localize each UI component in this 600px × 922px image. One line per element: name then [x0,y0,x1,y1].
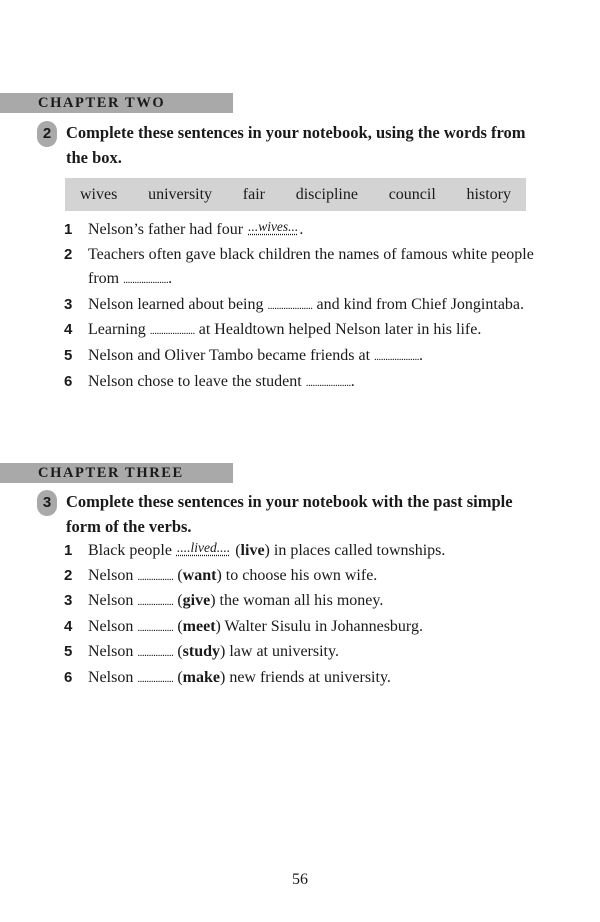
item-text: Nelson [88,592,138,610]
verb: make [182,668,220,686]
verb: meet [182,617,216,635]
list-item: 4 Nelson ................ (meet) Walter Sisulu in Johannesburg. [64,615,554,641]
item-text: Nelson learned about being [88,295,268,313]
item-text: Nelson’s father had four [88,221,248,238]
answer-blank: ...wives... [248,219,299,234]
answer-blank: .................... [267,299,313,312]
item-text: Nelson and Oliver Tambo became friends at [88,346,375,364]
item-number: 6 [64,668,73,686]
item-number: 2 [64,566,73,584]
item-text-end: . [350,372,355,390]
item-number: 1 [64,542,73,559]
answer-blank: ................ [137,647,174,660]
item-number: 4 [64,321,73,339]
list-item [64,293,554,319]
item-text-end: to choose his own wife. [221,566,378,584]
item-text: Nelson [88,566,138,584]
page-number: 56 [292,871,308,888]
item-text-end: . [419,346,424,364]
item-text: Nelson [88,668,138,686]
box-word: fair [242,185,265,203]
list-item [64,370,554,396]
exercise-2-list [64,218,554,395]
answer-blank: .................... [149,325,195,338]
verb: study [182,643,221,661]
verb: give [182,592,211,610]
chapter-three-heading: CHAPTER THREE [0,463,233,483]
answer-blank: .................... [123,274,169,287]
exercise-3-list [64,539,554,692]
exercise-3-badge: 3 [37,490,57,516]
item-number: 1 [64,221,73,238]
item-text-end: and kind from Chief Jongintaba. [312,295,525,313]
answer-blank: .................... [305,376,351,389]
item-text-end: Walter Sisulu in Johannesburg. [220,617,423,635]
item-text-end: . [168,270,173,288]
list-item [64,344,554,370]
list-item: 3 Nelson ................ (give) the woman all his money. [64,589,554,615]
item-number: 2 [64,245,73,263]
item-text: Nelson [88,643,138,661]
chapter-two-heading: CHAPTER TWO [0,93,233,113]
item-text-end: in places called townships. [269,542,446,559]
item-text: Nelson [88,617,138,635]
list-item: 5 Nelson ................ (study) law at university. [64,640,554,666]
answer-blank: ................ [137,596,174,609]
list-item [64,218,554,243]
item-number: 3 [64,295,73,313]
item-number: 5 [64,643,73,661]
item-text-end: . [299,221,304,238]
item-text-end: new friends at university. [225,668,391,686]
item-text: Black people [88,542,176,559]
list-item [64,318,554,344]
answer-blank: ................ [137,672,174,685]
list-item [64,243,554,293]
answer-blank: ................ [137,621,174,634]
box-word: history [466,185,511,203]
box-word: discipline [295,185,358,203]
word-box [65,178,526,211]
verb: live [240,542,265,559]
item-number: 6 [64,372,73,390]
item-text: Nelson chose to leave the student [88,372,306,390]
answer-blank: ....lived.... [176,540,231,555]
item-text-end: law at university. [225,643,339,661]
list-item: 2 Nelson ................ (want) to choose his own wife. [64,564,554,590]
exercise-2-badge: 2 [37,121,57,147]
box-word: wives [80,185,118,203]
box-word: council [388,185,436,203]
item-number: 3 [64,592,73,610]
exercise-3-instruction: Complete these sentences in your notebook with the past simple form of the verbs. [66,492,513,536]
item-number: 4 [64,617,73,635]
list-item: 6 Nelson ................ (make) new friends at university. [64,666,554,692]
verb: want [182,566,217,584]
answer-blank: .................... [374,350,420,363]
exercise-2-instruction: Complete these sentences in your notebook, using the words from the box. [66,123,526,167]
box-word: university [148,185,213,203]
item-text-end: at Healdtown helped Nelson later in his life. [194,321,482,339]
item-number: 5 [64,346,73,364]
answer-blank: ................ [137,570,174,583]
item-text-end: the woman all his money. [215,592,384,610]
item-text: Teachers often gave black children the names of famous white people from [88,245,534,288]
list-item: 1 Black people ....lived.... (live) in places called townships. [64,539,554,564]
item-text: Learning [88,321,150,339]
